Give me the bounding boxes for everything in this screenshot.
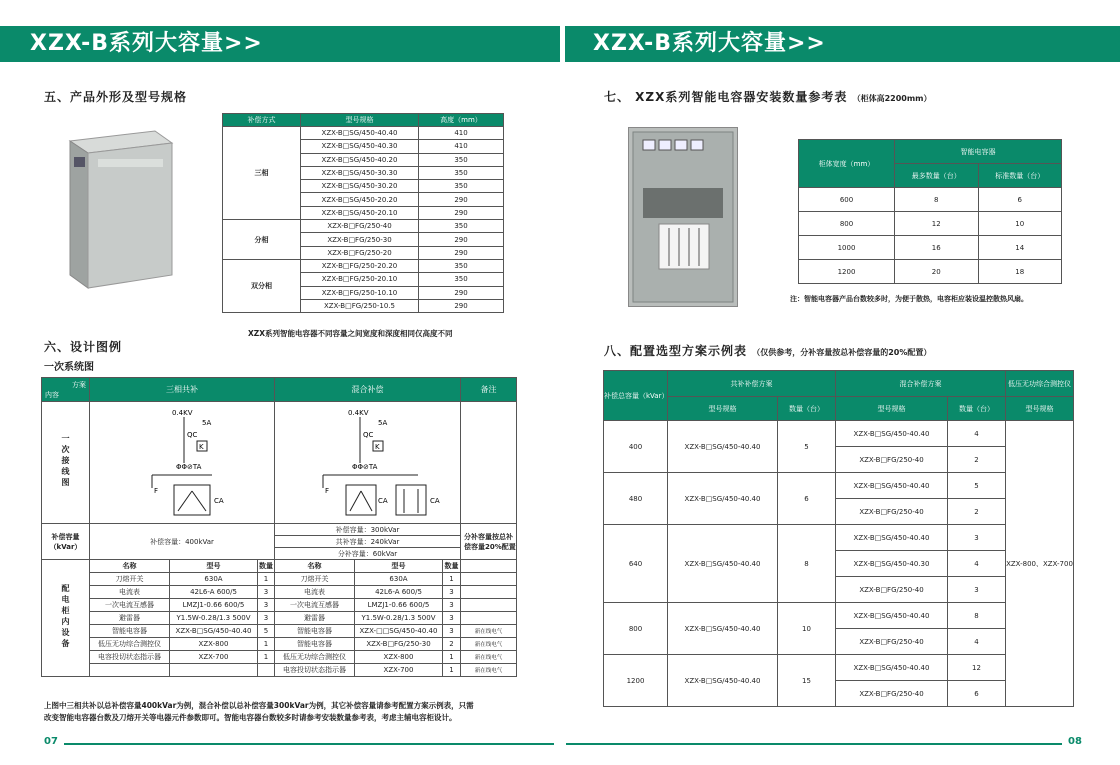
header-remark: 备注 xyxy=(461,378,517,402)
table-cell: 3 xyxy=(443,625,461,638)
table-cell: 800 xyxy=(799,212,895,236)
section7-small: （柜体高2200mm） xyxy=(852,94,932,103)
table-cell: 2 xyxy=(948,447,1006,473)
table-cell: XZX-□□SG/450-40.40 xyxy=(355,625,443,638)
table-cell: 一次电流互感器 xyxy=(90,599,170,612)
table-cell: 一次电流互感器 xyxy=(275,599,355,612)
group-label: 分相 xyxy=(223,220,301,260)
cap-three: 补偿容量：400kVar xyxy=(90,524,275,560)
config-h-model2: 型号规格 xyxy=(836,397,948,421)
svg-text:F: F xyxy=(324,486,329,495)
svg-text:0.4KV: 0.4KV xyxy=(347,408,369,417)
table-cell: 14 xyxy=(978,236,1062,260)
equip-h-model-r: 型号 xyxy=(355,560,443,573)
cabinet-photo xyxy=(628,127,738,307)
table-cell: 1 xyxy=(443,573,461,586)
table-cell: 1 xyxy=(258,573,275,586)
table-cell: 8 xyxy=(778,525,836,603)
table-cell: 350 xyxy=(419,153,504,166)
table-cell: 4 xyxy=(948,629,1006,655)
table-cell: 350 xyxy=(419,166,504,179)
table-cell: 1200 xyxy=(604,655,668,707)
table-cell: XZX-B□FG/250-40 xyxy=(836,577,948,603)
table-cell: 智能电容器 xyxy=(275,625,355,638)
config-table xyxy=(603,370,1074,707)
table-cell: 10 xyxy=(978,212,1062,236)
section8-title: 八、配置选型方案示例表 （仅供参考，分补容量按总补偿容量的20%配置） xyxy=(604,344,932,358)
table-cell: 避雷器 xyxy=(275,612,355,625)
config-h-qty2: 数量（台） xyxy=(948,397,1006,421)
table-cell: 350 xyxy=(419,180,504,193)
table-cell: XZX-700 xyxy=(170,651,258,664)
table-cell: 新在线电气 xyxy=(461,625,517,638)
config-h-model3: 型号规格 xyxy=(1006,397,1074,421)
table-cell: 低压无功综合测控仪 xyxy=(90,638,170,651)
config-ctrl-value: XZX-800、XZX-700 xyxy=(1006,421,1074,707)
config-h-common: 共补补偿方案 xyxy=(668,371,836,397)
table-row xyxy=(604,655,1074,681)
install-h-std: 标准数量（台） xyxy=(978,164,1062,188)
table-cell: LMZJ1-0.66 600/5 xyxy=(170,599,258,612)
corner-top: 方案 xyxy=(72,380,86,389)
svg-text:5A: 5A xyxy=(202,418,212,427)
table-cell: 16 xyxy=(895,236,979,260)
table-cell: XZX-B□FG/250-30 xyxy=(301,233,419,246)
table-cell: 15 xyxy=(778,655,836,707)
svg-text:ΦΦ⊘TA: ΦΦ⊘TA xyxy=(176,462,202,471)
table-cell: 350 xyxy=(419,220,504,233)
table-row xyxy=(799,236,1062,260)
table-cell: XZX-B□FG/250-40 xyxy=(836,499,948,525)
table-cell: 新在线电气 xyxy=(461,651,517,664)
capacitor-product-image xyxy=(60,123,175,293)
install-h-max: 最多数量（台） xyxy=(895,164,979,188)
table-cell: 智能电容器 xyxy=(90,625,170,638)
table-cell: 5 xyxy=(258,625,275,638)
svg-text:K: K xyxy=(374,442,380,451)
table-cell: 1 xyxy=(443,664,461,677)
table-row xyxy=(604,473,1074,499)
table-cell: 电容投切状态指示器 xyxy=(90,651,170,664)
table-cell: XZX-B□FG/250-10.5 xyxy=(301,299,419,312)
table-cell: XZX-B□SG/450-40.40 xyxy=(668,655,778,707)
table-cell: 400 xyxy=(604,421,668,473)
table-cell xyxy=(90,664,170,677)
cap-mixed-split: 分补容量：60kVar xyxy=(275,548,461,560)
table-cell: XZX-800 xyxy=(170,638,258,651)
table-cell: 6 xyxy=(948,681,1006,707)
table-cell: XZX-B□FG/250-40 xyxy=(301,220,419,233)
table-cell: XZX-B□SG/450-40.30 xyxy=(301,140,419,153)
table-cell: 电容投切状态指示器 xyxy=(275,664,355,677)
table-cell: 3 xyxy=(443,586,461,599)
table-cell: 20 xyxy=(895,260,979,284)
table-cell xyxy=(461,586,517,599)
diagram-mixed xyxy=(275,402,461,524)
table-cell: 290 xyxy=(419,206,504,219)
table-cell: XZX-B□SG/450-40.30 xyxy=(836,551,948,577)
install-h-width: 柜体宽度（mm） xyxy=(799,140,895,188)
table-row xyxy=(223,220,504,233)
table-cell: XZX-800 xyxy=(355,651,443,664)
spec-header-mode: 补偿方式 xyxy=(223,114,301,127)
section6-title: 六、设计图例 xyxy=(44,340,123,354)
table-cell: 2 xyxy=(443,638,461,651)
table-cell xyxy=(170,664,258,677)
table-cell: XZX-B□SG/450-40.20 xyxy=(301,153,419,166)
footer-line-left xyxy=(64,743,554,745)
svg-text:QC: QC xyxy=(187,430,198,439)
config-h-model: 型号规格 xyxy=(668,397,778,421)
section5-title: 五、产品外形及型号规格 xyxy=(44,90,188,104)
table-cell: XZX-B□FG/250-20 xyxy=(301,246,419,259)
table-cell: XZX-B□SG/450-40.40 xyxy=(170,625,258,638)
wiring-diagram-mixed xyxy=(278,403,458,521)
table-cell: XZX-B□SG/450-40.40 xyxy=(668,421,778,473)
table-cell: 640 xyxy=(604,525,668,603)
config-h-ctrl: 低压无功综合测控仪 xyxy=(1006,371,1074,397)
table-cell: 3 xyxy=(258,612,275,625)
table-cell: 低压无功综合测控仪 xyxy=(275,651,355,664)
cap-remark: 分补容量按总补偿容量20%配置 xyxy=(461,524,517,560)
cap-label: 补偿容量（kVar） xyxy=(42,524,90,560)
equip-h-qty-r: 数量 xyxy=(443,560,461,573)
table-cell xyxy=(461,612,517,625)
table-row xyxy=(42,573,517,586)
diagram-three-phase xyxy=(90,402,275,524)
equip-label: 配电柜内设备 xyxy=(42,560,90,677)
table-cell: XZX-B□SG/450-20.10 xyxy=(301,206,419,219)
table-cell: 42L6-A 600/5 xyxy=(355,586,443,599)
table-cell: 290 xyxy=(419,299,504,312)
table-cell: XZX-B□FG/250-40 xyxy=(836,629,948,655)
equip-h-name-r: 名称 xyxy=(275,560,355,573)
table-cell: 350 xyxy=(419,273,504,286)
wiring-diagram-three xyxy=(92,403,272,521)
table-cell: 6 xyxy=(978,188,1062,212)
table-row xyxy=(799,188,1062,212)
table-cell: 2 xyxy=(948,499,1006,525)
group-label: 双分相 xyxy=(223,259,301,312)
table-cell: XZX-B□SG/450-40.40 xyxy=(668,525,778,603)
table-cell: 5 xyxy=(948,473,1006,499)
table-cell: 新在线电气 xyxy=(461,638,517,651)
install-table xyxy=(798,139,1062,284)
banner-right: XZX-B系列大容量>> xyxy=(565,26,1120,62)
table-row xyxy=(42,638,517,651)
table-cell: XZX-B□SG/450-40.40 xyxy=(836,525,948,551)
table-cell: Y1.5W-0.28/1.3 500V xyxy=(170,612,258,625)
table-row xyxy=(604,525,1074,551)
table-row xyxy=(42,612,517,625)
table-cell: XZX-B□FG/250-40 xyxy=(836,681,948,707)
table-row xyxy=(42,599,517,612)
header-three-phase: 三相共补 xyxy=(90,378,275,402)
group-label: 三相 xyxy=(223,127,301,220)
table-cell: 3 xyxy=(443,612,461,625)
table-row xyxy=(42,586,517,599)
table-cell: XZX-B□SG/450-40.40 xyxy=(836,655,948,681)
page-number-right: 08 xyxy=(1068,736,1082,747)
table-cell: 1 xyxy=(443,651,461,664)
table-row xyxy=(42,664,517,677)
table-cell: 3 xyxy=(443,599,461,612)
table-row xyxy=(799,260,1062,284)
svg-text:K: K xyxy=(199,442,204,451)
table-cell: XZX-B□FG/250-10.10 xyxy=(301,286,419,299)
table-cell: XZX-B□SG/450-40.40 xyxy=(668,473,778,525)
table-cell: 350 xyxy=(419,259,504,272)
section7-title: 七、 XZX系列智能电容器安装数量参考表 （柜体高2200mm） xyxy=(604,90,932,104)
table-cell: 290 xyxy=(419,193,504,206)
table-cell: 1 xyxy=(258,651,275,664)
table-cell: 12 xyxy=(948,655,1006,681)
table-cell: 6 xyxy=(778,473,836,525)
table-cell: 1200 xyxy=(799,260,895,284)
table-cell: 410 xyxy=(419,140,504,153)
section6-subtitle: 一次系统图 xyxy=(44,362,94,373)
table-cell: XZX-700 xyxy=(355,664,443,677)
svg-text:ΦΦ⊘TA: ΦΦ⊘TA xyxy=(351,462,377,471)
footer-line-right xyxy=(566,743,1062,745)
config-h-total: 补偿总容量（kVar） xyxy=(604,371,668,421)
table-cell: Y1.5W-0.28/1.3 500V xyxy=(355,612,443,625)
table-cell: XZX-B□FG/250-20.20 xyxy=(301,259,419,272)
table-cell: 12 xyxy=(895,212,979,236)
table-cell: XZX-B□SG/450-30.20 xyxy=(301,180,419,193)
table-row xyxy=(42,651,517,664)
corner-bottom: 内容 xyxy=(45,390,59,399)
table-cell: 18 xyxy=(978,260,1062,284)
table-cell: 290 xyxy=(419,233,504,246)
table-cell: XZX-B□SG/450-40.40 xyxy=(836,473,948,499)
table-cell: 新在线电气 xyxy=(461,664,517,677)
table-cell: 电流表 xyxy=(90,586,170,599)
page-number-left: 07 xyxy=(44,736,58,747)
table-row xyxy=(604,603,1074,629)
row-diagram-label: 一次接线图 xyxy=(42,402,90,524)
svg-text:5A: 5A xyxy=(377,418,387,427)
table-cell xyxy=(258,664,275,677)
svg-text:CA: CA xyxy=(214,496,224,505)
table-cell: 290 xyxy=(419,246,504,259)
design-corner xyxy=(42,378,90,402)
header-mixed: 混合补偿 xyxy=(275,378,461,402)
table-cell: XZX-B□FG/250-20.10 xyxy=(301,273,419,286)
table-cell: 630A xyxy=(170,573,258,586)
table-row xyxy=(42,625,517,638)
table-cell: 8 xyxy=(948,603,1006,629)
table-cell: 1 xyxy=(258,638,275,651)
table-cell: LMZJ1-0.66 600/5 xyxy=(355,599,443,612)
table-cell: 1000 xyxy=(799,236,895,260)
table-cell: XZX-B□FG/250-30 xyxy=(355,638,443,651)
table-cell: XZX-B□SG/450-40.40 xyxy=(836,603,948,629)
cap-mixed-common: 共补容量：240kVar xyxy=(275,536,461,548)
table-row xyxy=(799,212,1062,236)
bottom-note xyxy=(44,700,474,724)
install-h-cap: 智能电容器 xyxy=(895,140,1062,164)
spec-note: XZX系列智能电容器不同容量之间宽度和深度相同仅高度不同 xyxy=(248,329,453,338)
bottom-note-line2: 改变智能电容器台数及刀熔开关等电器元件参数即可。智能电容器台数较多时请参考安装数量参考表，考虑主辅电容柜设计。 xyxy=(44,713,457,722)
diagram-remark-empty xyxy=(461,402,517,524)
section8-small: （仅供参考，分补容量按总补偿容量的20%配置） xyxy=(752,348,932,357)
design-table xyxy=(41,377,517,677)
table-cell: 4 xyxy=(948,421,1006,447)
table-cell xyxy=(461,599,517,612)
table-cell: 630A xyxy=(355,573,443,586)
table-cell: 600 xyxy=(799,188,895,212)
config-h-qty: 数量（台） xyxy=(778,397,836,421)
table-cell: 5 xyxy=(778,421,836,473)
table-cell: 3 xyxy=(258,599,275,612)
svg-text:CA: CA xyxy=(429,496,440,505)
table-cell: XZX-B□SG/450-40.40 xyxy=(836,421,948,447)
spec-header-height: 高度（mm） xyxy=(419,114,504,127)
svg-text:QC: QC xyxy=(362,430,373,439)
bottom-note-line1: 上图中三相共补以总补偿容量400kVar为例，混合补偿以总补偿容量300kVar为例，其它补偿容量请参考配置方案示例表，只需 xyxy=(44,701,474,710)
svg-text:F: F xyxy=(154,486,159,495)
table-row xyxy=(223,259,504,272)
equip-h-qty: 数量 xyxy=(258,560,275,573)
equip-h-name: 名称 xyxy=(90,560,170,573)
table-cell: 290 xyxy=(419,286,504,299)
table-cell: 3 xyxy=(948,577,1006,603)
table-row xyxy=(223,127,504,140)
spec-header-model: 型号规格 xyxy=(301,114,419,127)
table-cell: 10 xyxy=(778,603,836,655)
table-cell: 刀熔开关 xyxy=(90,573,170,586)
banner-left: XZX-B系列大容量>> xyxy=(0,26,560,62)
table-cell: 避雷器 xyxy=(90,612,170,625)
table-cell: 4 xyxy=(948,551,1006,577)
table-cell: XZX-B□SG/450-40.40 xyxy=(301,127,419,140)
table-cell: 智能电容器 xyxy=(275,638,355,651)
table-cell: 42L6-A 600/5 xyxy=(170,586,258,599)
table-cell: XZX-B□SG/450-40.40 xyxy=(668,603,778,655)
svg-text:CA: CA xyxy=(377,496,388,505)
svg-text:0.4KV: 0.4KV xyxy=(172,408,193,417)
table-cell xyxy=(461,573,517,586)
table-cell: 3 xyxy=(258,586,275,599)
table-cell: 480 xyxy=(604,473,668,525)
table-cell: 800 xyxy=(604,603,668,655)
table-cell: 刀熔开关 xyxy=(275,573,355,586)
cap-mixed-total: 补偿容量：300kVar xyxy=(275,524,461,536)
table-cell: 3 xyxy=(948,525,1006,551)
install-note: 注：智能电容器产品台数较多时，为便于散热，电容柜应装设温控散热风扇。 xyxy=(790,295,1028,303)
table-cell: 电流表 xyxy=(275,586,355,599)
table-cell: 410 xyxy=(419,127,504,140)
config-h-mixed: 混合补偿方案 xyxy=(836,371,1006,397)
table-cell: XZX-B□SG/450-30.30 xyxy=(301,166,419,179)
table-cell: XZX-B□SG/450-20.20 xyxy=(301,193,419,206)
spec-table xyxy=(222,113,504,313)
table-cell: 8 xyxy=(895,188,979,212)
table-row xyxy=(604,421,1074,447)
equip-h-remark xyxy=(461,560,517,573)
table-cell: XZX-B□FG/250-40 xyxy=(836,447,948,473)
equip-h-model: 型号 xyxy=(170,560,258,573)
